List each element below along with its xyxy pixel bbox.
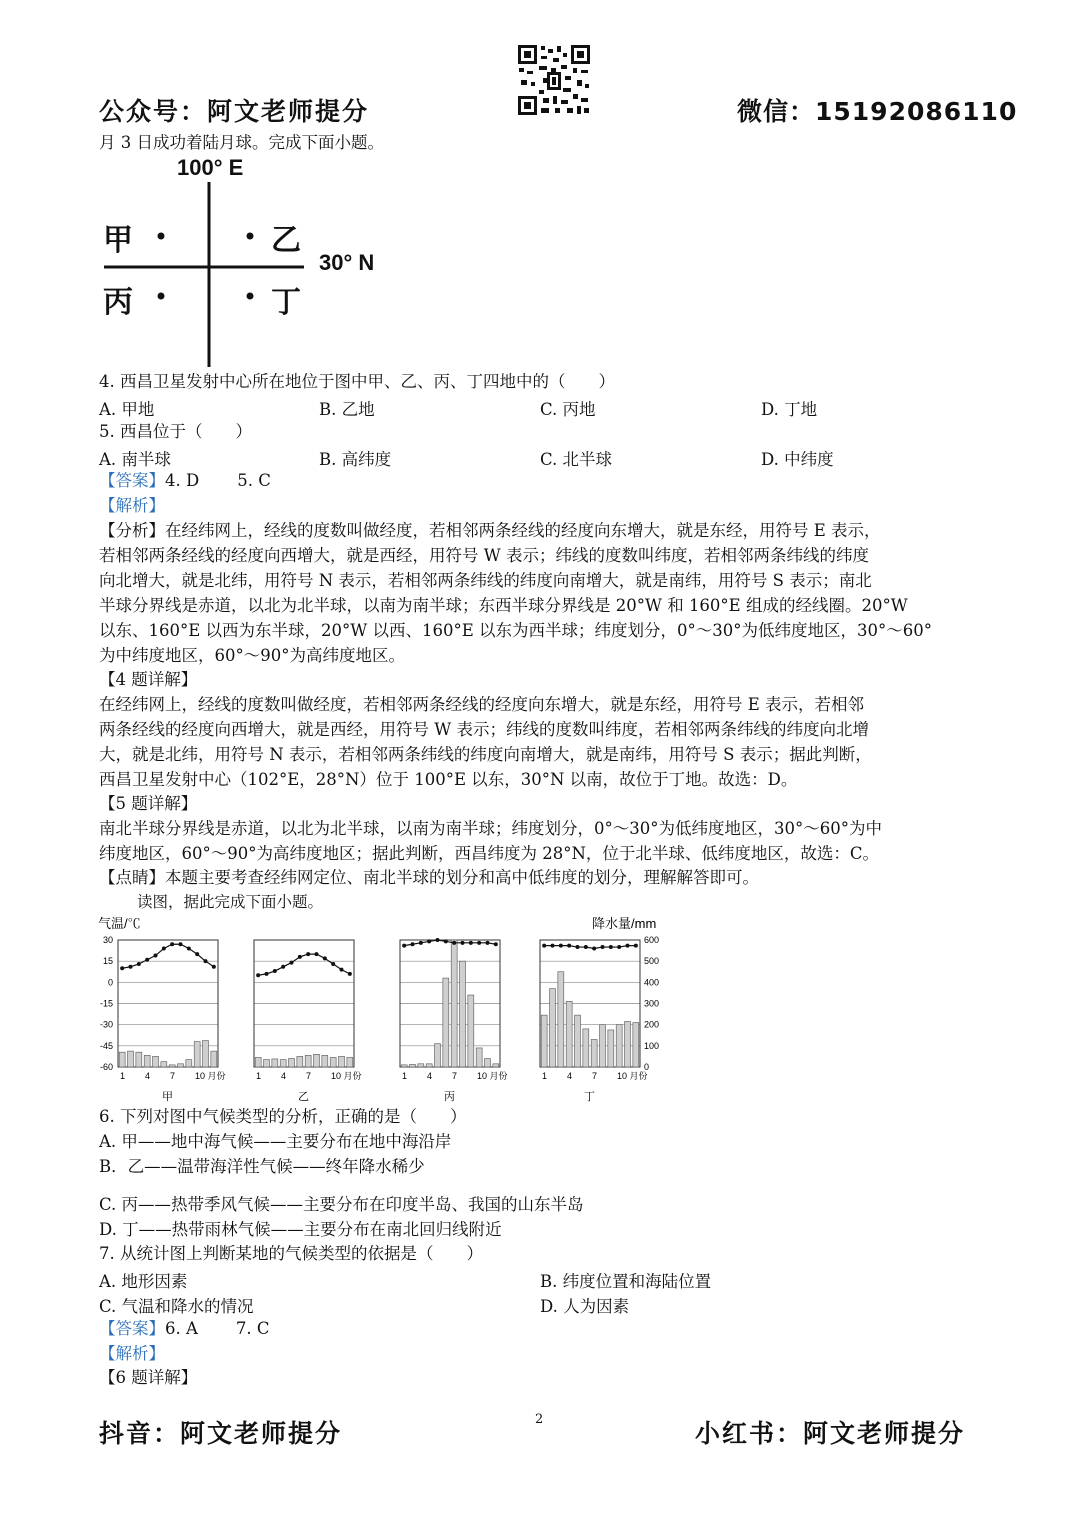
- lat-lon-grid-map: [99, 152, 409, 367]
- q4-option-d[interactable]: D. 丁地: [761, 400, 818, 419]
- ding-dot: [247, 293, 254, 300]
- precip-bar: [541, 1015, 547, 1067]
- x-tick-label: 4: [281, 1071, 287, 1081]
- temp-point: [402, 944, 406, 948]
- temp-point: [340, 968, 344, 972]
- precip-bar: [128, 1051, 134, 1067]
- q4-detail-line-1: 在经纬网上，经线的度数叫做经度，若相邻两条经线的经度向东增大，就是东经，用符号 E 表示，若相邻: [99, 695, 865, 714]
- temp-point: [584, 945, 588, 949]
- answer-6: 6. A: [165, 1319, 198, 1338]
- precip-bar: [435, 1044, 441, 1067]
- q5-option-d[interactable]: D. 中纬度: [761, 450, 834, 469]
- precip-bar: [460, 961, 466, 1067]
- temp-line-丙: [404, 940, 496, 946]
- x-tick-label: 4: [427, 1071, 433, 1081]
- temp-point: [204, 959, 208, 963]
- precip-tick-label: 400: [644, 977, 660, 988]
- temp-point: [306, 952, 310, 956]
- temp-point: [461, 941, 465, 945]
- jia-dot: [158, 233, 165, 240]
- precip-bar: [203, 1041, 209, 1067]
- q4-detail-line-2: 两条经线的经度向西增大，就是西经，用符号 W 表示；纬线的度数叫纬度，若相邻两条纬线的纬度向北增: [99, 720, 869, 739]
- answer-4: 4. D: [165, 471, 200, 490]
- analysis-line-6: 为中纬度地区，60°～90°为高纬度地区。: [99, 646, 405, 665]
- precip-bar: [566, 1001, 572, 1067]
- precip-bar: [410, 1064, 416, 1067]
- q7-option-a[interactable]: A. 地形因素: [99, 1272, 188, 1291]
- x-tick-label: 7: [170, 1071, 176, 1081]
- q4-option-a[interactable]: A. 甲地: [99, 400, 155, 419]
- analysis-line-2: 若相邻两条经线的经度向西增大，就是西经，用符号 W 表示；纬线的度数叫纬度，若相邻两条纬线的纬度: [99, 546, 869, 565]
- x-tick-label: 10 月份: [477, 1071, 508, 1081]
- q6-option-d[interactable]: D. 丁——热带雨林气候——主要分布在南北回归线附近: [99, 1220, 502, 1239]
- temp-tick-label: -45: [99, 1040, 113, 1051]
- temp-tick-label: -30: [99, 1019, 113, 1030]
- temp-point: [281, 965, 285, 969]
- precip-bar: [443, 978, 449, 1067]
- temp-point: [626, 944, 630, 948]
- temp-line-丁: [544, 946, 636, 949]
- chart-name-丁: 丁: [584, 1091, 595, 1103]
- q4-detail-title: 【4 题详解】: [99, 670, 198, 689]
- q7-option-b[interactable]: B. 纬度位置和海陆位置: [540, 1272, 712, 1291]
- precip-bar: [608, 1030, 614, 1067]
- analysis-line-4: 半球分界线是赤道，以北为北半球，以南为南半球；东西半球分界线是 20°W 和 160°E 组成的经线圈。20°W: [99, 596, 908, 615]
- jia-label: 甲: [103, 224, 133, 257]
- bing-label: 丙: [103, 286, 133, 319]
- q6-stem: 6. 下列对图中气候类型的分析，正确的是（ ）: [99, 1107, 467, 1126]
- temp-point: [559, 944, 563, 948]
- page-number: 2: [535, 1412, 544, 1427]
- precip-axis-title: 降水量/mm: [592, 916, 657, 931]
- temp-point: [486, 941, 490, 945]
- temp-line-甲: [122, 944, 214, 968]
- jiexi-tag-2: 【解析】: [99, 1344, 165, 1363]
- q6-detail-title: 【6 题详解】: [99, 1368, 198, 1387]
- precip-bar: [558, 972, 564, 1067]
- temp-point: [444, 939, 448, 943]
- answer-tag: 【答案】: [99, 471, 165, 490]
- analysis-line-3: 向北增大，就是北纬，用符号 N 表示，若相邻两条纬线的纬度向南增大，就是南纬，用符号 S 表示；南北: [99, 571, 872, 590]
- analysis-line-1: 【分析】在经纬网上，经线的度数叫做经度，若相邻两条经线的经度向东增大，就是东经，用符号 E 表示，: [99, 521, 881, 540]
- precip-bar: [186, 1060, 192, 1067]
- temp-point: [609, 945, 613, 949]
- precip-bar: [633, 1023, 639, 1067]
- temp-point: [154, 954, 158, 958]
- dianjing-text: 【点睛】本题主要考查经纬网定位、南北半球的划分和高中低纬度的划分，理解解答即可。: [99, 868, 759, 887]
- q6-option-c[interactable]: C. 丙——热带季风气候——主要分布在印度半岛、我国的山东半岛: [99, 1195, 584, 1214]
- precip-tick-label: 600: [644, 935, 660, 945]
- temp-point: [179, 942, 183, 946]
- precip-bar: [144, 1055, 150, 1067]
- temp-point: [469, 941, 473, 945]
- temp-line-乙: [258, 954, 350, 975]
- precip-bar: [255, 1057, 261, 1067]
- temp-tick-label: 0: [107, 977, 113, 988]
- temp-point: [452, 941, 456, 945]
- temp-axis-title: 气温/℃: [98, 916, 141, 931]
- answer-7: 7. C: [235, 1319, 270, 1338]
- temp-point: [331, 962, 335, 966]
- meridian-label: 100° E: [177, 155, 244, 180]
- temp-point: [419, 941, 423, 945]
- temp-point: [290, 961, 294, 965]
- yi-dot: [247, 233, 254, 240]
- q6-option-b[interactable]: B．乙——温带海洋性气候——终年降水稀少: [99, 1157, 425, 1176]
- precip-bar: [169, 1065, 175, 1067]
- temp-point: [551, 944, 555, 948]
- temp-point: [195, 952, 199, 956]
- q4-detail-line-4: 西昌卫星发射中心（102°E，28°N）位于 100°E 以东，30°N 以南，故位于丁地。故选：D。: [99, 770, 798, 789]
- precip-tick-label: 300: [644, 998, 660, 1009]
- q5-option-a[interactable]: A. 南半球: [99, 450, 171, 469]
- q5-option-c[interactable]: C. 北半球: [540, 450, 613, 469]
- temp-point: [129, 965, 133, 969]
- header-right: 微信：15192086110: [737, 97, 1018, 126]
- q4-option-b[interactable]: B. 乙地: [319, 400, 375, 419]
- x-tick-label: 4: [145, 1071, 151, 1081]
- jiexi-tag-1: 【解析】: [99, 496, 165, 515]
- q5-detail-line-2: 纬度地区，60°～90°为高纬度地区；据此判断，西昌纬度为 28°N，位于北半球、低纬度地区，故选：C。: [99, 844, 880, 863]
- temp-point: [187, 946, 191, 950]
- q7-option-d[interactable]: D. 人为因素: [540, 1297, 630, 1316]
- precip-bar: [468, 995, 474, 1067]
- precip-bar: [591, 1039, 597, 1067]
- precip-bar: [575, 1015, 581, 1067]
- precip-bar: [211, 1051, 217, 1067]
- temp-point: [162, 946, 166, 950]
- temp-point: [170, 942, 174, 946]
- precip-bar: [289, 1059, 295, 1067]
- temp-point: [120, 966, 124, 970]
- q5-option-b[interactable]: B. 高纬度: [319, 450, 392, 469]
- climate-charts: [96, 910, 676, 1106]
- precip-bar: [272, 1059, 278, 1067]
- temp-point: [298, 955, 302, 959]
- q4-detail-line-3: 大，就是北纬，用符号 N 表示，若相邻两条纬线的纬度向南增大，就是南纬，用符号 S 表示；据此判断，: [99, 745, 872, 764]
- temp-point: [436, 938, 440, 942]
- temp-point: [265, 972, 269, 976]
- precip-bar: [583, 1029, 589, 1067]
- x-tick-label: 10 月份: [617, 1071, 648, 1081]
- precip-tick-label: 200: [644, 1019, 660, 1030]
- footer-left: 抖音：阿文老师提分: [99, 1419, 343, 1448]
- temp-point: [477, 941, 481, 945]
- precip-bar: [280, 1060, 286, 1067]
- temp-point: [137, 962, 141, 966]
- answer-5: 5. C: [237, 471, 271, 490]
- x-tick-label: 10 月份: [331, 1071, 362, 1081]
- precip-bar: [485, 1059, 491, 1067]
- header-left: 公众号：阿文老师提分: [99, 97, 370, 126]
- q6-option-a[interactable]: A. 甲——地中海气候——主要分布在地中海沿岸: [99, 1132, 452, 1151]
- x-tick-label: 7: [592, 1071, 598, 1081]
- q7-option-c[interactable]: C. 气温和降水的情况: [99, 1297, 254, 1316]
- precip-bar: [476, 1048, 482, 1067]
- precip-bar: [493, 1064, 499, 1067]
- temp-point: [411, 942, 415, 946]
- precip-bar: [119, 1052, 125, 1067]
- precip-bar: [616, 1025, 622, 1067]
- analysis-line-5: 以东、160°E 以西为东半球，20°W 以西、160°E 以东为西半球；纬度划分，0°～30°为低纬度地区，30°～60°: [99, 621, 933, 640]
- temp-point: [145, 958, 149, 962]
- answer-line-2: [99, 1318, 270, 1340]
- temp-point: [315, 952, 319, 956]
- precip-bar: [136, 1052, 142, 1067]
- chart-name-丙: 丙: [444, 1091, 455, 1103]
- temp-point: [273, 969, 277, 973]
- precip-bar: [550, 989, 556, 1067]
- precip-bar: [339, 1056, 345, 1067]
- precip-bar: [194, 1042, 200, 1067]
- x-tick-label: 4: [567, 1071, 573, 1081]
- precip-bar: [264, 1060, 270, 1067]
- q7-stem: 7. 从统计图上判断某地的气候类型的依据是（ ）: [99, 1244, 483, 1263]
- temp-point: [256, 973, 260, 977]
- precip-bar: [426, 1064, 432, 1067]
- temp-tick-label: 15: [102, 956, 113, 967]
- temp-point: [576, 945, 580, 949]
- temp-point: [494, 942, 498, 946]
- yi-label: 乙: [271, 224, 301, 257]
- temp-point: [348, 972, 352, 976]
- x-tick-label: 1: [542, 1071, 548, 1081]
- answer-line-1: [99, 470, 271, 492]
- x-tick-label: 7: [306, 1071, 312, 1081]
- precip-bar: [153, 1056, 159, 1067]
- x-tick-label: 1: [402, 1071, 408, 1081]
- q5-detail-title: 【5 题详解】: [99, 794, 198, 813]
- precip-bar: [297, 1056, 303, 1067]
- precip-tick-label: 100: [644, 1040, 660, 1051]
- precip-bar: [625, 1021, 631, 1067]
- chart-name-甲: 甲: [162, 1091, 173, 1103]
- x-tick-label: 1: [120, 1071, 126, 1081]
- precip-bar: [314, 1054, 320, 1067]
- bing-dot: [158, 293, 165, 300]
- q5-stem: 5. 西昌位于（ ）: [99, 422, 252, 441]
- precip-bar: [161, 1062, 167, 1067]
- temp-tick-label: -15: [99, 998, 113, 1009]
- precip-bar: [305, 1055, 311, 1067]
- chart-name-乙: 乙: [298, 1091, 309, 1103]
- precip-bar: [401, 1065, 407, 1067]
- x-tick-label: 1: [256, 1071, 262, 1081]
- temp-tick-label: -60: [99, 1062, 113, 1072]
- read-figure-text: 读图，据此完成下面小题。: [137, 893, 324, 911]
- temp-tick-label: 30: [102, 935, 113, 945]
- q5-detail-line-1: 南北半球分界线是赤道，以北为北半球，以南为南半球；纬度划分，0°～30°为低纬度地区，30°～60°为中: [99, 819, 882, 838]
- temp-point: [323, 956, 327, 960]
- ding-label: 丁: [271, 286, 301, 319]
- x-tick-label: 10 月份: [195, 1071, 226, 1081]
- q4-option-c[interactable]: C. 丙地: [540, 400, 596, 419]
- temp-point: [542, 944, 546, 948]
- x-tick-label: 7: [452, 1071, 458, 1081]
- precip-bar: [330, 1057, 336, 1067]
- precip-tick-label: 0: [644, 1062, 650, 1072]
- footer-right: 小红书：阿文老师提分: [695, 1419, 966, 1448]
- temp-point: [592, 946, 596, 950]
- temp-point: [634, 944, 638, 948]
- qr-code: [517, 44, 591, 116]
- precip-bar: [178, 1064, 184, 1067]
- temp-point: [617, 945, 621, 949]
- precip-tick-label: 500: [644, 956, 660, 967]
- q4-stem: 4. 西昌卫星发射中心所在地位于图中甲、乙、丙、丁四地中的（ ）: [99, 372, 615, 391]
- temp-point: [601, 945, 605, 949]
- temp-point: [567, 944, 571, 948]
- temp-point: [212, 965, 216, 969]
- precip-bar: [322, 1055, 328, 1067]
- temp-point: [427, 939, 431, 943]
- intro-text: 月 3 日成功着陆月球。完成下面小题。: [99, 133, 384, 152]
- precip-bar: [451, 940, 457, 1067]
- precip-bar: [600, 1025, 606, 1067]
- parallel-label: 30° N: [319, 250, 375, 275]
- answer-tag-2: 【答案】: [99, 1319, 165, 1338]
- precip-bar: [347, 1057, 353, 1067]
- precip-bar: [418, 1064, 424, 1067]
